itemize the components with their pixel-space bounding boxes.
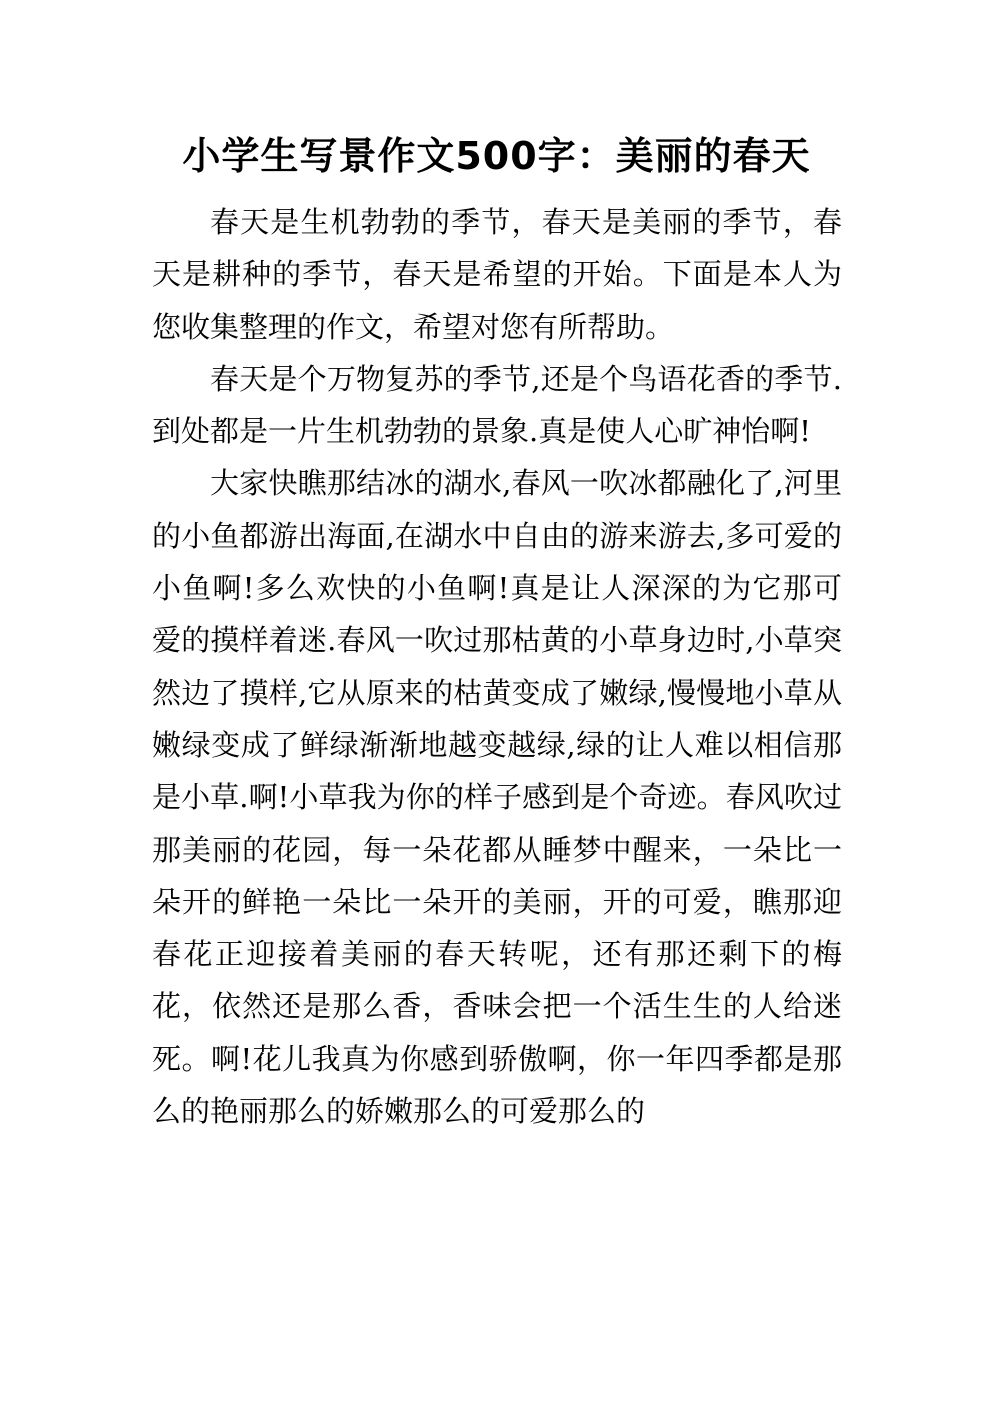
document-body [152, 196, 842, 1137]
document-title: 小学生写景作文500字：美丽的春天 [182, 134, 811, 178]
paragraph-lake-and-flowers: 大家快瞧那结冰的湖水,春风一吹冰都融化了,河里的小鱼都游出海面,在湖水中自由的游来游去,多可爱的小鱼啊!多么欢快的小鱼啊!真是让人深深的为它那可爱的摸样着迷.春风一吹过那枯黄的小草身边时,小草突然边了摸样,它从原来的枯黄变成了嫩绿,慢慢地小草从嫩绿变成了鲜绿渐渐地越变越绿,绿的让人难以相信那是小草.啊!小草我为你的样子感到是个奇迹。春风吹过那美丽的花园，每一朵花都从睡梦中醒来，一朵比一朵开的鲜艳一朵比一朵开的美丽，开的可爱，瞧那迎春花正迎接着美丽的春天转呢，还有那还剩下的梅花，依然还是那么香，香味会把一个活生生的人给迷死。啊!花儿我真为你感到骄傲啊，你一年四季都是那么的艳丽那么的娇嫩那么的可爱那么的 [152, 466, 842, 1129]
paragraph-spring-season: 春天是个万物复苏的季节,还是个鸟语花香的季节.到处都是一片生机勃勃的景象.真是使人心旷神怡啊! [152, 361, 842, 449]
paragraph-intro: 春天是生机勃勃的季节，春天是美丽的季节，春天是耕种的季节，春天是希望的开始。下面是本人为您收集整理的作文，希望对您有所帮助。 [152, 205, 842, 344]
